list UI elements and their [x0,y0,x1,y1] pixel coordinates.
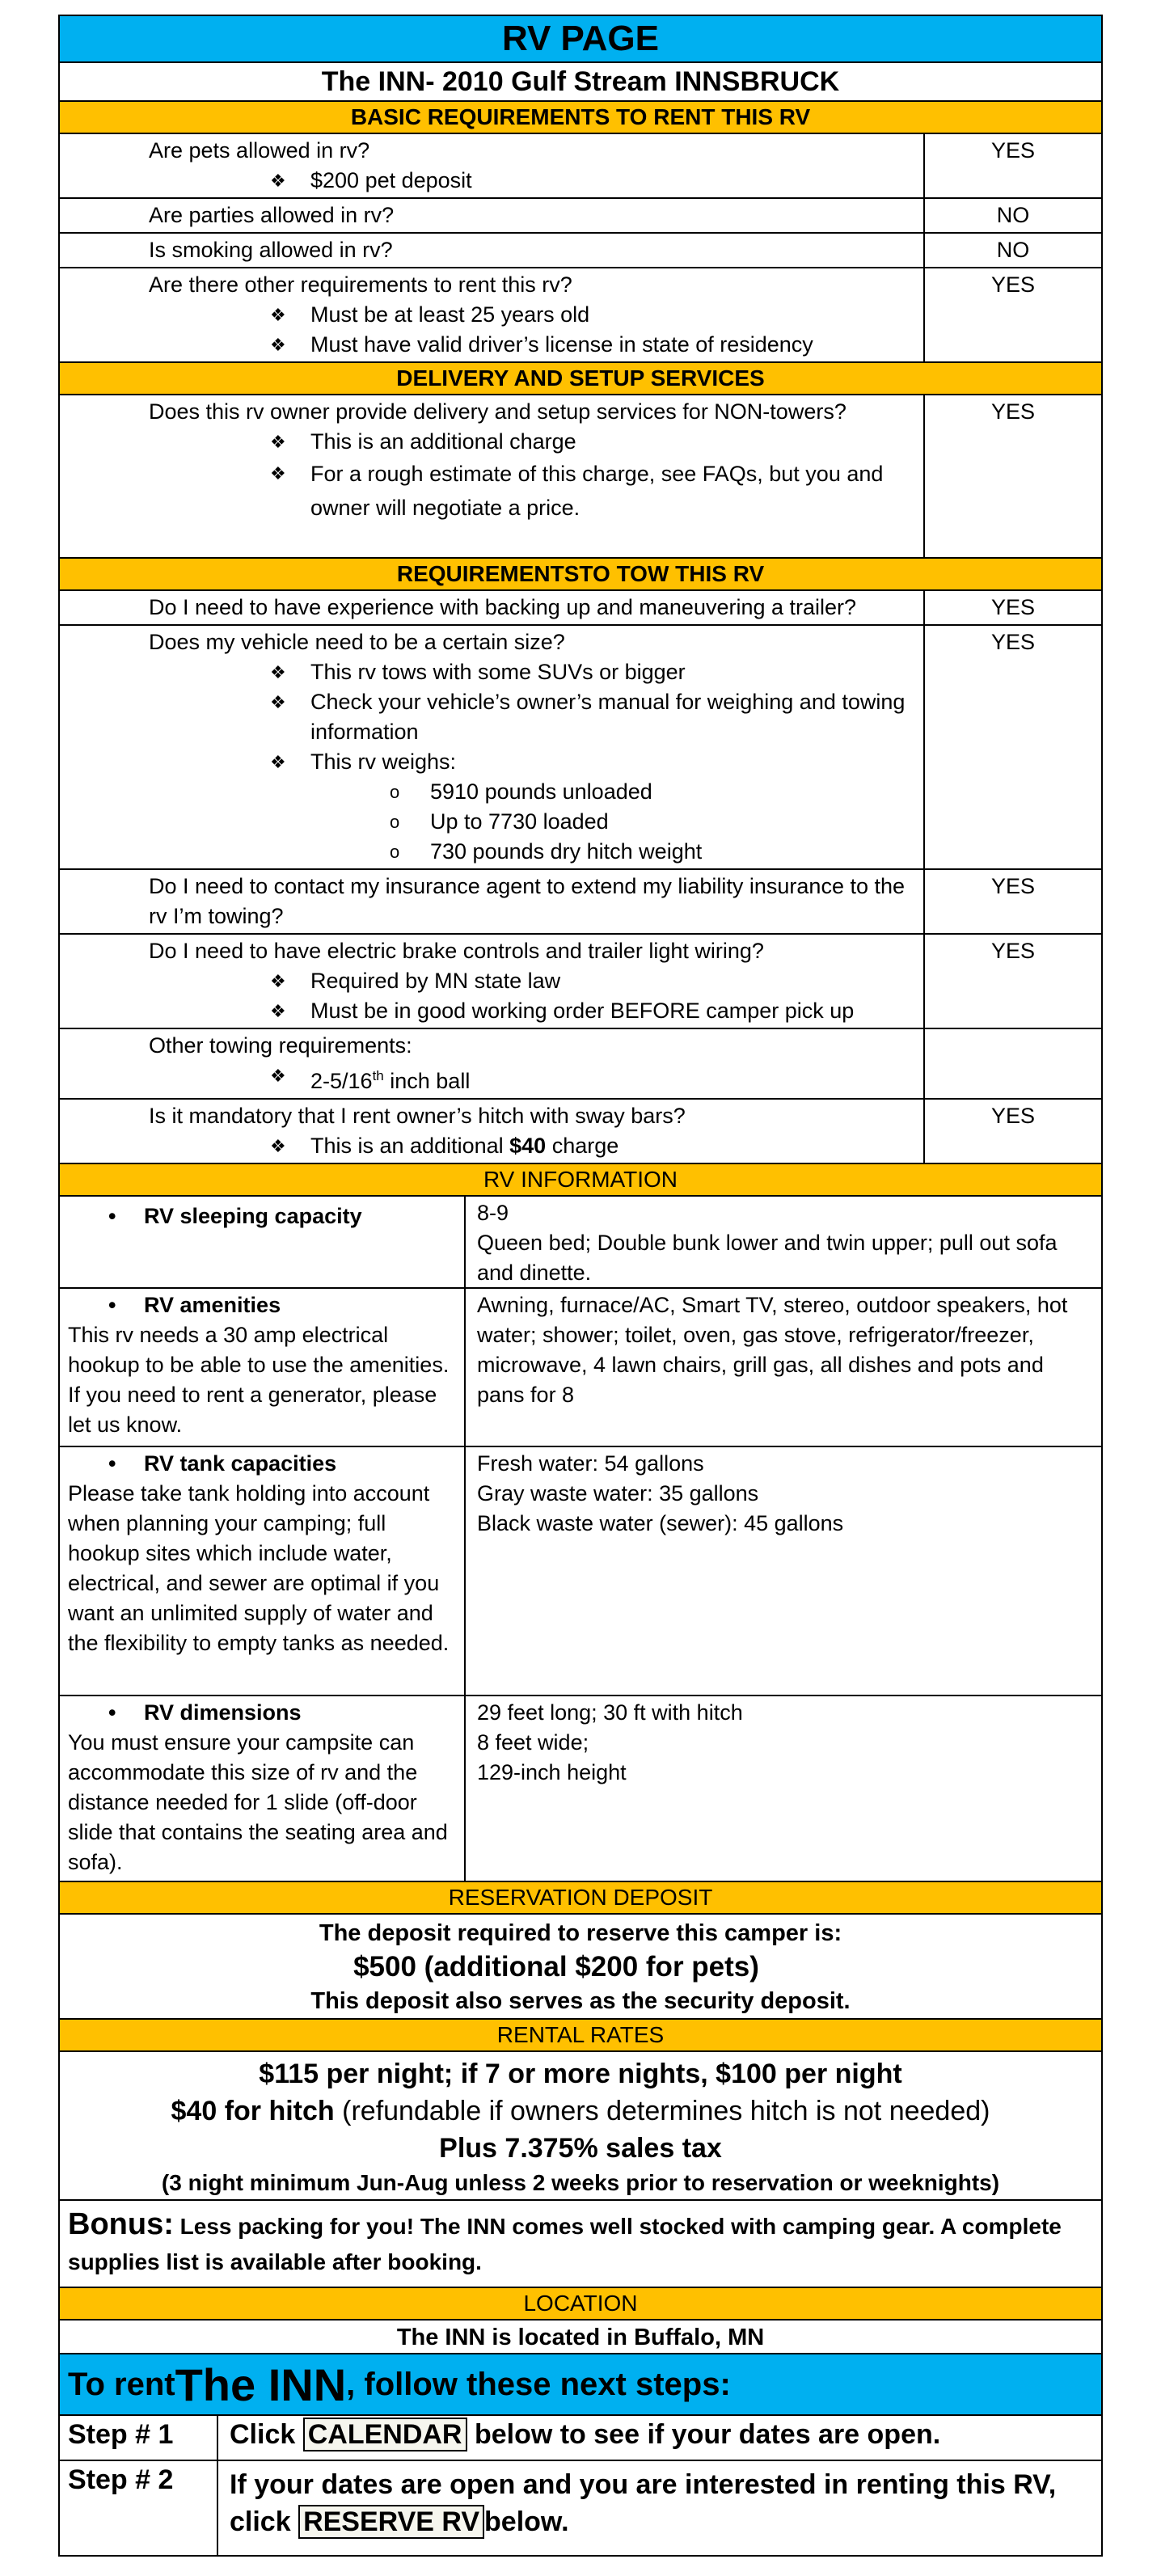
question-text: Is smoking allowed in rv? [60,234,925,267]
calendar-button[interactable]: CALENDAR [303,2418,467,2451]
qa-row-hitch-rental [58,1100,1103,1164]
info-value: Black waste water (sewer): 45 gallons [477,1511,844,1535]
diamond-bullet-icon: ❖ [270,662,286,682]
bullet-text: Required by MN state law [310,969,561,993]
bullet-dot-icon: • [108,1204,116,1228]
info-heading: RV sleeping capacity [144,1204,362,1228]
sub-bullet-text: 730 pounds dry hitch weight [430,839,703,864]
bullet-text: This is an additional $40 charge [310,1134,619,1158]
qa-row-other-requirements [58,268,1103,363]
info-description: Please take tank holding into account when planning your camping; full hookup sites which include water, electrical, and sewer are optimal if you want an unlimited supply of water and the flexibility to empty tanks as needed. [68,1481,450,1655]
step-label: Step # 2 [60,2461,218,2555]
question-text: Is it mandatory that I rent owner’s hitch with sway bars? [149,1104,686,1128]
diamond-bullet-icon: ❖ [270,1136,286,1156]
qa-row-trailer-experience [58,591,1103,626]
deposit-amount: $500 (additional $200 for pets) [353,1951,759,1983]
answer-text: YES [990,138,1036,163]
qa-row-parties [58,199,1103,234]
deposit-block [58,1915,1103,2020]
rate-line: $115 per night; if 7 or more nights, $100 per night [259,2059,902,2089]
info-row-dimensions [58,1696,1103,1882]
info-row-amenities [58,1289,1103,1447]
info-value: 29 feet long; 30 ft with hitch [477,1700,743,1725]
section-location: LOCATION [58,2288,1103,2321]
circle-bullet-icon: o [390,782,400,802]
step-row-2: Step # 2 If your dates are open and you are interested in renting this RV, click RESERVE RV below. [58,2461,1103,2557]
question-text: Are pets allowed in rv? [149,138,370,163]
info-heading: RV tank capacities [144,1451,337,1476]
deposit-line: The deposit required to reserve this camper is: [319,1920,842,1946]
inn-name: The INN [175,2359,347,2410]
qa-row-electric-brakes [58,935,1103,1029]
bullet-dot-icon: • [108,1451,116,1476]
question-text: Are parties allowed in rv? [60,199,925,232]
info-value: 8-9 [477,1201,509,1225]
bullet-text: $200 pet deposit [310,168,472,192]
answer-text: YES [990,595,1036,619]
bonus-text: Less packing for you! The INN comes well stocked with camping gear. A complete supplies list is available after booking. [68,2214,1062,2274]
bullet-text: This is an additional charge [310,429,576,454]
diamond-bullet-icon: ❖ [270,752,286,772]
bullet-dot-icon: • [108,1700,116,1725]
info-value: Awning, furnace/AC, Smart TV, stereo, outdoor speakers, hot water; shower; toilet, oven, gas stove, refrigerator/freezer, microwave, 4 lawn chairs, grill gas, all dishes and pots and pans for 8 [477,1293,1068,1407]
answer-text: YES [990,939,1036,963]
rv-model-subtitle: The INN- 2010 Gulf Stream INNSBRUCK [58,63,1103,102]
qa-row-smoking [58,234,1103,268]
qa-row-vehicle-size [58,626,1103,870]
bullet-dot-icon: • [108,1293,116,1317]
answer-text: YES [990,399,1036,424]
diamond-bullet-icon: ❖ [270,432,286,452]
section-delivery-setup: DELIVERY AND SETUP SERVICES [58,363,1103,395]
question-text: Do I need to contact my insurance agent to extend my liability insurance to the rv I’m towing? [60,870,925,933]
circle-bullet-icon: o [390,842,400,862]
section-reservation-deposit: RESERVATION DEPOSIT [58,1882,1103,1915]
step-label: Step # 1 [60,2416,218,2460]
info-row-tanks [58,1447,1103,1696]
sub-bullet-text: Up to 7730 loaded [430,809,609,834]
info-value: Fresh water: 54 gallons [477,1451,704,1476]
reserve-rv-button[interactable]: RESERVE RV [298,2505,484,2539]
info-value: Queen bed; Double bunk lower and twin upper; pull out sofa and dinette. [477,1231,1058,1285]
info-heading: RV amenities [144,1293,281,1317]
rates-block [58,2052,1103,2201]
answer-text: NO [996,238,1030,262]
bullet-text: For a rough estimate of this charge, see FAQs, but you and owner will negotiate a price. [310,462,884,520]
section-rv-information: RV INFORMATION [58,1164,1103,1197]
diamond-bullet-icon: ❖ [270,1066,286,1086]
bullet-text: This rv tows with some SUVs or bigger [310,660,686,684]
bullet-text: Must be in good working order BEFORE camper pick up [310,999,855,1023]
question-text: Does my vehicle need to be a certain size? [149,630,565,654]
question-text: Other towing requirements: [149,1033,412,1058]
circle-bullet-icon: o [390,812,400,832]
bonus-block [58,2201,1103,2288]
diamond-bullet-icon: ❖ [270,1001,286,1021]
answer-text: YES [990,874,1036,898]
info-value: 8 feet wide; [477,1730,589,1755]
info-value: 129-inch height [477,1760,627,1784]
bonus-label: Bonus: [68,2207,174,2241]
diamond-bullet-icon: ❖ [270,335,286,355]
bullet-text: Must have valid driver’s license in state of residency [310,332,813,357]
bullet-text: This rv weighs: [310,750,457,774]
location-text: The INN is located in Buffalo, MN [58,2321,1103,2354]
diamond-bullet-icon: ❖ [270,305,286,325]
info-value: Gray waste water: 35 gallons [477,1481,759,1505]
answer-text [925,1029,1101,1098]
bullet-text: 2-5/16th inch ball [310,1068,471,1093]
diamond-bullet-icon: ❖ [270,971,286,991]
answer-text: YES [990,1104,1036,1128]
rate-line: (3 night minimum Jun-Aug unless 2 weeks prior to reservation or weeknights) [161,2170,1000,2195]
info-description: You must ensure your campsite can accommodate this size of rv and the distance needed for 1 slide (off-door slide that contains the seating area and sofa). [68,1730,448,1874]
info-description: This rv needs a 30 amp electrical hookup to be able to use the amenities. If you need to rent a generator, please let us know. [68,1323,450,1437]
diamond-bullet-icon: ❖ [270,463,286,484]
bullet-text: Check your vehicle’s owner’s manual for weighing and towing information [310,690,906,744]
section-tow-requirements: REQUIREMENTSTO TOW THIS RV [58,559,1103,591]
sub-bullet-text: 5910 pounds unloaded [430,779,652,804]
question-text: Does this rv owner provide delivery and setup services for NON-towers? [149,399,846,424]
rv-page-document [58,15,1103,2557]
answer-text: YES [990,630,1036,654]
qa-row-delivery [58,395,1103,559]
bullet-text: Must be at least 25 years old [310,302,590,327]
diamond-bullet-icon: ❖ [270,171,286,191]
question-text: Do I need to have experience with backing up and maneuvering a trailer? [60,591,925,624]
qa-row-other-towing [58,1029,1103,1100]
info-row-sleeping [58,1197,1103,1289]
page-title: RV PAGE [58,15,1103,63]
qa-row-insurance [58,870,1103,935]
question-text: Do I need to have electric brake controls and trailer light wiring? [149,939,764,963]
rate-line: $40 for hitch (refundable if owners determines hitch is not needed) [171,2096,990,2126]
rate-line: Plus 7.375% sales tax [439,2133,722,2164]
answer-text: YES [990,272,1036,297]
deposit-line: This deposit also serves as the security deposit. [310,1988,851,2014]
info-heading: RV dimensions [144,1700,302,1725]
steps-intro: To rent The INN , follow these next steps: [58,2354,1103,2416]
answer-text: NO [996,203,1030,227]
question-text: Are there other requirements to rent this rv? [149,272,572,297]
step-row-1: Step # 1 Click CALENDAR below to see if your dates are open. [58,2416,1103,2461]
diamond-bullet-icon: ❖ [270,692,286,712]
section-rental-rates: RENTAL RATES [58,2020,1103,2052]
qa-row-pets [58,134,1103,199]
section-basic-requirements: BASIC REQUIREMENTS TO RENT THIS RV [58,102,1103,134]
